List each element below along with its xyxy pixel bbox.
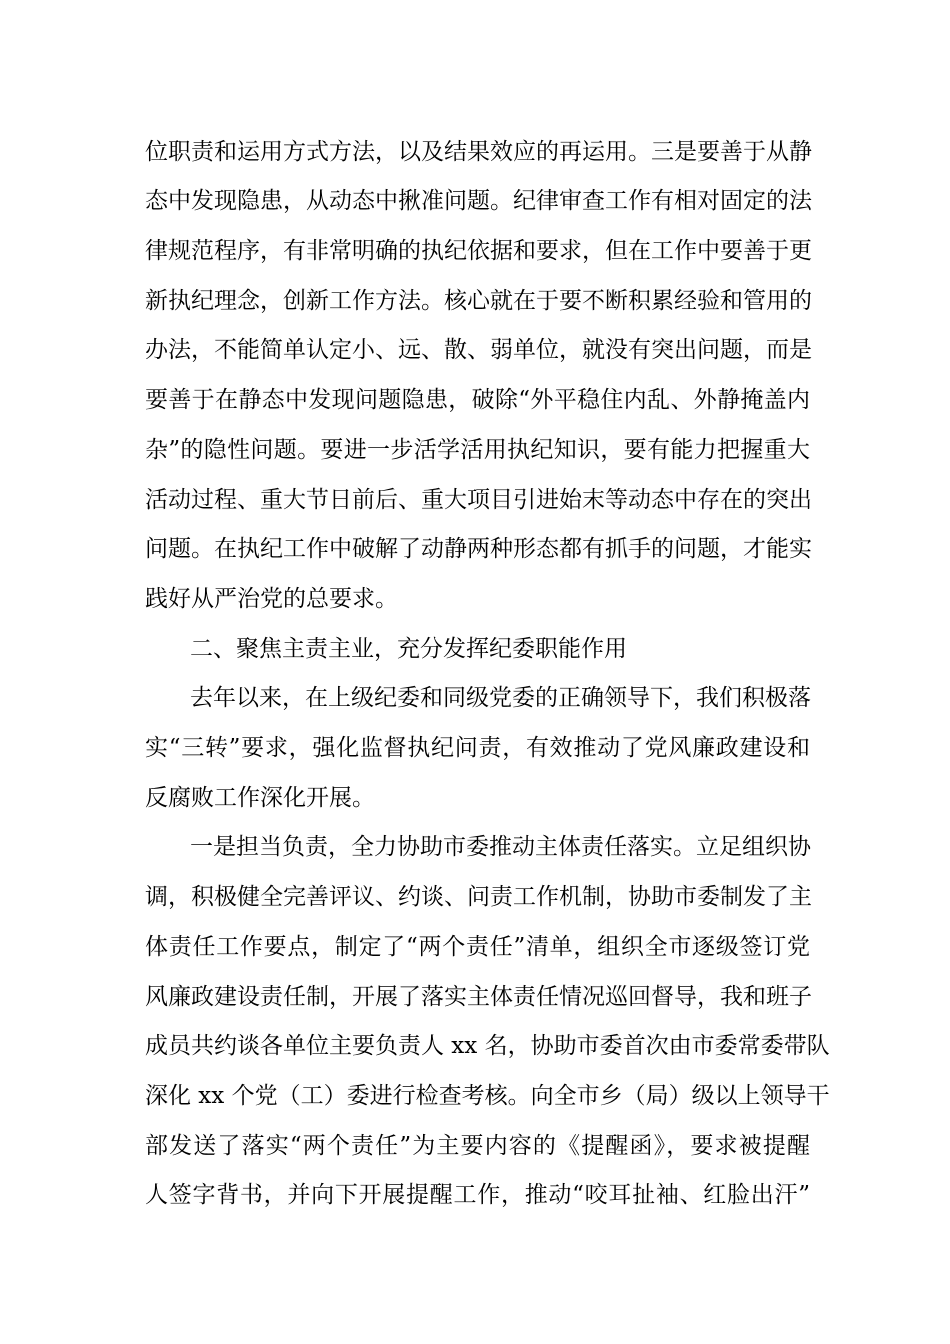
text-line: 杂”的隐性问题。要进一步活学活用执纪知识，要有能力把握重大 bbox=[145, 437, 810, 463]
text-line: 一是担当负责，全力协助市委推动主体责任落实。立足组织协 bbox=[190, 834, 811, 860]
text-line: 新执纪理念，创新工作方法。核心就在于要不断积累经验和管用的 bbox=[145, 288, 812, 314]
text-line: 风廉政建设责任制，开展了落实主体责任情况巡回督导，我和班子 bbox=[145, 984, 812, 1010]
text-line: 体责任工作要点，制定了“两个责任”清单，组织全市逐级签订党 bbox=[145, 934, 810, 960]
text-line: 位职责和运用方式方法，以及结果效应的再运用。三是要善于从静 bbox=[145, 139, 812, 165]
text-line: 践好从严治党的总要求。 bbox=[145, 586, 398, 612]
text-line: 反腐败工作深化开展。 bbox=[145, 785, 375, 811]
text-line: 深化 xx 个党（工）委进行检查考核。向全市乡（局）级以上领导干 bbox=[145, 1083, 830, 1109]
text-line: 去年以来，在上级纪委和同级党委的正确领导下，我们积极落 bbox=[190, 685, 811, 711]
text-line: 态中发现隐患，从动态中揪准问题。纪律审查工作有相对固定的法 bbox=[145, 188, 812, 214]
text-line: 律规范程序，有非常明确的执纪依据和要求，但在工作中要善于更 bbox=[145, 238, 812, 264]
text-line: 人签字背书，并向下开展提醒工作，推动“咬耳扯袖、红脸出汗” bbox=[145, 1182, 810, 1208]
text-line: 办法，不能简单认定小、远、散、弱单位，就没有突出问题，而是 bbox=[145, 337, 812, 363]
text-line: 调，积极健全完善评议、约谈、问责工作机制，协助市委制发了主 bbox=[145, 884, 812, 910]
text-line: 问题。在执纪工作中破解了动静两种形态都有抓手的问题，才能实 bbox=[145, 536, 812, 562]
section-heading: 二、聚焦主责主业，充分发挥纪委职能作用 bbox=[190, 636, 627, 662]
text-line: 活动过程、重大节日前后、重大项目引进始末等动态中存在的突出 bbox=[145, 487, 812, 513]
text-line: 实“三转”要求，强化监督执纪问责，有效推动了党风廉政建设和 bbox=[145, 735, 810, 761]
text-line: 要善于在静态中发现问题隐患，破除“外平稳住内乱、外静掩盖内 bbox=[145, 387, 810, 413]
text-line: 部发送了落实“两个责任”为主要内容的《提醒函》，要求被提醒 bbox=[145, 1133, 810, 1159]
text-line: 成员共约谈各单位主要负责人 xx 名，协助市委首次由市委常委带队 bbox=[145, 1033, 830, 1059]
